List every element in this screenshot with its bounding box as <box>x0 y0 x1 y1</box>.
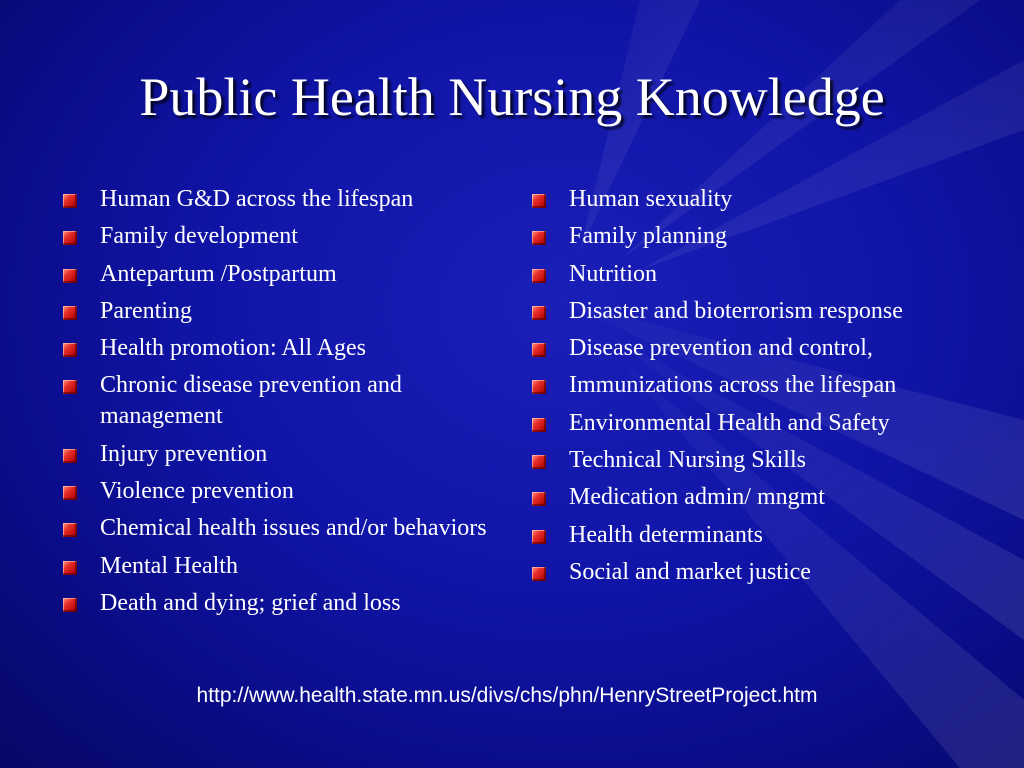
list-item-text: Disaster and bioterrorism response <box>569 297 903 324</box>
list-item-text: Death and dying; grief and loss <box>100 589 401 616</box>
list-item <box>63 551 493 582</box>
slide-title: Public Health Nursing Knowledge <box>139 67 885 127</box>
list-item-text: Health promotion: All Ages <box>100 335 366 362</box>
right-bullet-list <box>532 184 1002 594</box>
list-item-text: Human sexuality <box>569 186 733 212</box>
red-square-bullet-icon <box>532 492 546 506</box>
list-item <box>63 221 493 252</box>
list-item <box>63 439 493 470</box>
list-item-text: Immunizations across the lifespan <box>569 372 897 399</box>
red-square-bullet-icon <box>532 418 546 432</box>
list-item-text: Human G&D across the lifespan <box>100 186 414 212</box>
red-square-bullet-icon <box>532 380 546 394</box>
red-square-bullet-icon <box>63 380 77 394</box>
list-item <box>63 513 493 544</box>
list-item-text: Mental Health <box>100 552 238 579</box>
red-square-bullet-icon <box>63 486 77 500</box>
list-item-text: Nutrition <box>569 260 657 287</box>
list-item <box>532 445 1002 476</box>
list-item-text: Antepartum /Postpartum <box>100 260 337 287</box>
list-item <box>532 370 1002 401</box>
red-square-bullet-icon <box>63 449 77 463</box>
list-item <box>532 184 1002 215</box>
source-url-link[interactable]: http://www.health.state.mn.us/divs/chs/phn/HenryStreetProject.htm <box>196 684 818 707</box>
red-square-bullet-icon <box>63 269 77 283</box>
list-item-text: Technical Nursing Skills <box>569 447 806 474</box>
red-square-bullet-icon <box>532 455 546 469</box>
left-bullet-list <box>63 184 493 625</box>
list-item <box>63 259 493 290</box>
list-item <box>532 520 1002 551</box>
list-item <box>63 370 493 432</box>
list-item-text: Social and market justice <box>569 558 811 585</box>
list-item <box>532 221 1002 252</box>
red-square-bullet-icon <box>63 306 77 320</box>
red-square-bullet-icon <box>63 523 77 537</box>
list-item-text: Injury prevention <box>100 440 268 467</box>
red-square-bullet-icon <box>532 269 546 283</box>
list-item <box>63 333 493 364</box>
list-item <box>63 296 493 327</box>
red-square-bullet-icon <box>63 561 77 575</box>
red-square-bullet-icon <box>532 306 546 320</box>
list-item <box>532 259 1002 290</box>
list-item-text: Environmental Health and Safety <box>569 409 890 436</box>
list-item-text: Family planning <box>569 223 727 250</box>
red-square-bullet-icon <box>532 567 546 581</box>
list-item <box>532 482 1002 513</box>
list-item-text: Chemical health issues and/or behaviors <box>100 515 487 542</box>
red-square-bullet-icon <box>63 231 77 245</box>
list-item <box>63 184 493 215</box>
list-item-text: Medication admin/ mngmt <box>569 484 825 511</box>
list-item <box>532 557 1002 588</box>
red-square-bullet-icon <box>63 598 77 612</box>
list-item-text: Family development <box>100 223 298 250</box>
list-item-text: Disease prevention and control, <box>569 335 873 362</box>
list-item <box>63 588 493 619</box>
red-square-bullet-icon <box>63 194 77 208</box>
list-item-text: Violence prevention <box>100 478 294 505</box>
red-square-bullet-icon <box>532 194 546 208</box>
list-item-text: Parenting <box>100 297 192 324</box>
red-square-bullet-icon <box>532 231 546 245</box>
red-square-bullet-icon <box>532 343 546 357</box>
red-square-bullet-icon <box>532 530 546 544</box>
list-item-text: Health determinants <box>569 521 763 548</box>
red-square-bullet-icon <box>63 343 77 357</box>
list-item-text: Chronic disease prevention and management <box>100 372 402 430</box>
list-item <box>63 476 493 507</box>
list-item <box>532 296 1002 327</box>
list-item <box>532 333 1002 364</box>
list-item <box>532 408 1002 439</box>
